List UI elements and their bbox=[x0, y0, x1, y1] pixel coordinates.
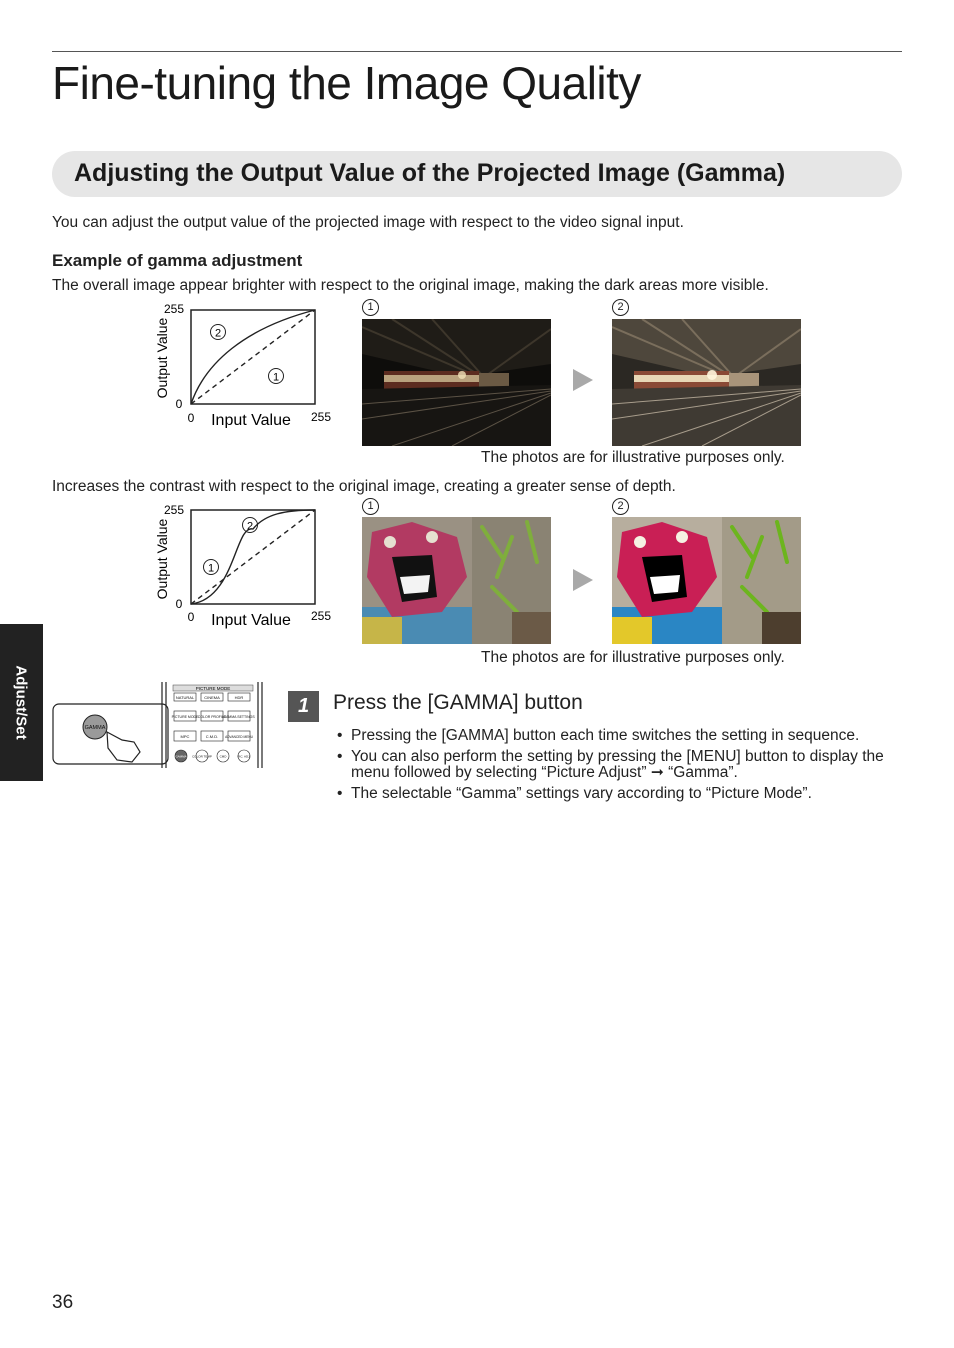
photo-label-before: 1 bbox=[362, 498, 379, 515]
svg-text:PICTURE MODE: PICTURE MODE bbox=[171, 715, 199, 719]
y-max-label: 255 bbox=[163, 503, 185, 517]
example-heading: Example of gamma adjustment bbox=[52, 251, 303, 270]
photo-label-after: 2 bbox=[612, 498, 629, 515]
svg-text:GAMMA: GAMMA bbox=[175, 754, 187, 759]
svg-text:COLOR PROFILE: COLOR PROFILE bbox=[197, 715, 227, 719]
curve-marker-2: 2 bbox=[214, 327, 222, 340]
svg-text:MPC: MPC bbox=[180, 734, 190, 739]
svg-text:CINEMA: CINEMA bbox=[204, 695, 220, 700]
svg-text:PICTURE MODE: PICTURE MODE bbox=[195, 686, 231, 691]
side-tab-label: Adjust/Set bbox=[13, 665, 30, 740]
page-number: 36 bbox=[52, 1292, 74, 1313]
list-item: • You can also perform the setting by pressing the [MENU] button to display the menu followed by selecting “Picture Adjust” ➞ “Gamma”. bbox=[337, 749, 902, 781]
svg-text:ADVANCED MENU: ADVANCED MENU bbox=[225, 735, 253, 739]
statue-photo-before bbox=[362, 517, 551, 644]
x-zero-label: 0 bbox=[187, 610, 195, 624]
curve-marker-2: 2 bbox=[246, 520, 254, 533]
top-rule bbox=[52, 51, 902, 52]
train-station-photo-after bbox=[612, 319, 801, 446]
curve-marker-1: 1 bbox=[272, 371, 280, 384]
svg-text:GAMMA SETTINGS: GAMMA SETTINGS bbox=[223, 715, 255, 719]
y-zero-label: 0 bbox=[175, 597, 183, 611]
photo-caption: The photos are for illustrative purposes only. bbox=[481, 449, 785, 466]
statue-photo-after bbox=[612, 517, 801, 644]
section-title: Adjusting the Output Value of the Projected Image (Gamma) bbox=[74, 159, 786, 187]
y-max-label: 255 bbox=[163, 302, 185, 316]
step-bullet-list bbox=[337, 728, 902, 807]
page-title: Fine-tuning the Image Quality bbox=[52, 57, 641, 109]
svg-text:COLOR TEMP: COLOR TEMP bbox=[192, 754, 212, 759]
x-axis-label: Input Value bbox=[211, 412, 291, 428]
x-axis-label: Input Value bbox=[211, 612, 291, 629]
list-item: • Pressing the [GAMMA] button each time switches the setting in sequence. bbox=[337, 728, 902, 744]
x-zero-label: 0 bbox=[187, 411, 195, 425]
x-max-label: 255 bbox=[310, 609, 332, 623]
intro-text: You can adjust the output value of the projected image with respect to the video signal input. bbox=[52, 214, 684, 231]
arrow-right-icon bbox=[573, 369, 593, 391]
train-station-photo-before bbox=[362, 319, 551, 446]
list-item: • The selectable “Gamma” settings vary according to “Picture Mode”. bbox=[337, 786, 902, 802]
photo-label-before: 1 bbox=[362, 299, 379, 316]
svg-text:PIC. ADJ.: PIC. ADJ. bbox=[237, 754, 251, 759]
remote-control-illustration bbox=[52, 680, 264, 770]
gamma-graph-contrast bbox=[150, 499, 350, 629]
step-number-badge: 1 bbox=[288, 691, 319, 722]
arrow-right-icon bbox=[573, 569, 593, 591]
svg-text:C.M.D.: C.M.D. bbox=[205, 734, 219, 739]
y-axis-label: Output Value bbox=[154, 518, 170, 600]
y-zero-label: 0 bbox=[175, 397, 183, 411]
curve-marker-1: 1 bbox=[207, 562, 215, 575]
reference-line bbox=[191, 310, 315, 404]
y-axis-label: Output Value bbox=[154, 317, 170, 399]
x-max-label: 255 bbox=[310, 410, 332, 424]
example1-text: The overall image appear brighter with respect to the original image, making the dark areas more visible. bbox=[52, 277, 769, 294]
svg-text:CMD: CMD bbox=[219, 754, 227, 759]
photo-caption: The photos are for illustrative purposes only. bbox=[481, 649, 785, 666]
photo-label-after: 2 bbox=[612, 299, 629, 316]
gamma-graph-brighter bbox=[150, 298, 350, 428]
gamma-callout-label: GAMMA bbox=[84, 725, 106, 731]
example2-text: Increases the contrast with respect to the original image, creating a greater sense of depth. bbox=[52, 478, 676, 495]
svg-text:HDR: HDR bbox=[234, 695, 244, 700]
svg-text:NATURAL: NATURAL bbox=[175, 695, 195, 700]
step-title: Press the [GAMMA] button bbox=[333, 691, 583, 714]
